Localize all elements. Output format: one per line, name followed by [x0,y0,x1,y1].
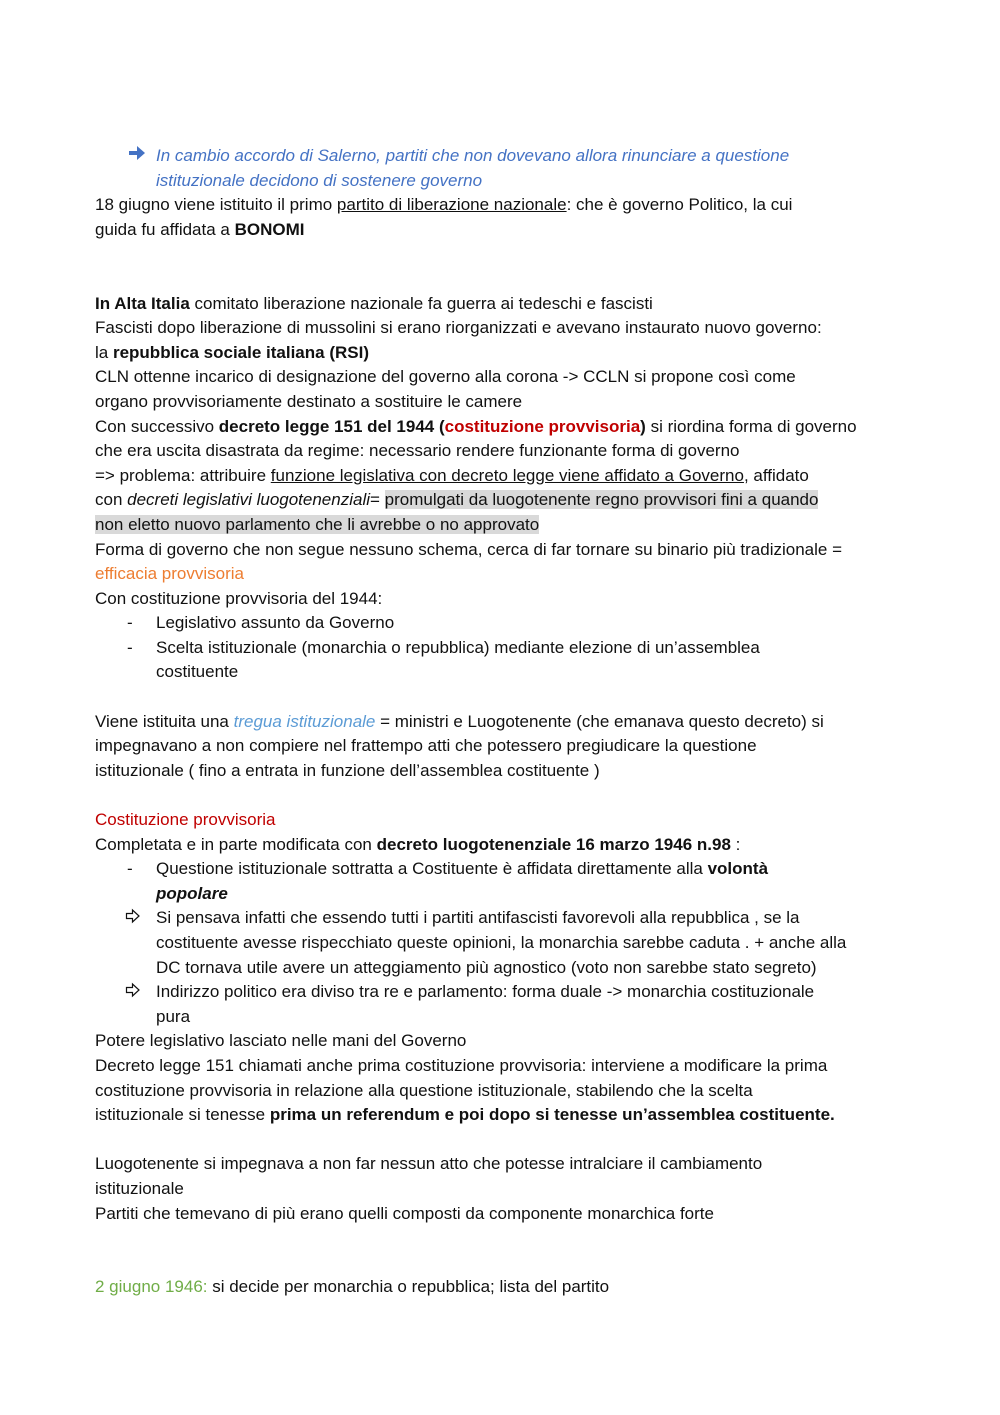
bold-italic-text: popolare [156,883,228,903]
paragraph-line: guida fu affidata a BONOMI [95,219,305,239]
outline-arrow-icon [125,980,141,1009]
paragraph-line: Fascisti dopo liberazione di mussolini si erano riorganizzati e avevano instaurato nuovo governo: [95,318,822,338]
arrow-note [95,144,915,193]
list-item: Indirizzo politico era diviso tra re e parlamento: forma duale -> monarchia costituzionale pura [95,980,915,1029]
paragraph-line: => problema: attribuire funzione legislativa con decreto legge viene affidato a Governo, affidato [95,465,809,485]
paragraph-line [95,513,915,538]
paragraph-line: In Alta Italia comitato liberazione nazionale fa guerra ai tedeschi e fascisti [95,293,653,313]
paragraph-line: Luogotenente si impegnava a non far nessun atto che potesse intralciare il cambiamento [95,1154,763,1174]
paragraph-line: 2 giugno 1946: si decide per monarchia o repubblica; lista del partito [95,1277,610,1297]
bold-text: prima un referendum e poi dopo si tenesse un’assemblea costituente. [269,1105,835,1125]
document-body [95,144,915,1300]
highlighted-text: non eletto nuovo parlamento che li avrebbe o no approvato [95,514,540,534]
list-item: - Questione istituzionale sottratta a Costituente è affidata direttamente alla volontà popolare [127,859,769,903]
paragraph-line: istituzionale [95,1178,184,1198]
underlined-text: funzione legislativa con decreto legge viene affidato a Governo [270,465,744,485]
red-bold-text: costituzione provvisoria [444,416,641,436]
paragraph-line: con decreti legislativi luogotenenziali= promulgati da luogotenente regno provvisori fini a quando [95,490,819,510]
list-item: Si pensava infatti che essendo tutti i partiti antifascisti favorevoli alla repubblica , se la costituente avesse rispecchiato queste opinioni, la monarchia sarebbe caduta . + anche alla DC tornava utile avere un atteggiamento più agnostico (voto non sarebbe stato segreto) [95,906,915,980]
outline-arrow-icon [125,906,141,935]
list-item: - Legislativo assunto da Governo [95,611,915,636]
bold-text: In Alta Italia [95,293,190,313]
arrow-note-line: In cambio accordo di Salerno, partiti che non dovevano allora rinunciare a questione [156,146,790,165]
paragraph-line: Con costituzione provvisoria del 1944: [95,588,383,608]
dash-bullet: - [127,859,133,879]
right-arrow-icon [128,144,146,169]
paragraph-line: 18 giugno viene istituito il primo partito di liberazione nazionale: che è governo Politico, la cui [95,195,793,215]
highlighted-text: promulgati da luogotenente regno provvisori fini a quando [384,490,819,510]
bold-text: repubblica sociale italiana (RSI) [112,342,369,362]
paragraph-line: Potere legislativo lasciato nelle mani del Governo [95,1031,467,1051]
paragraph-line: Partiti che temevano di più erano quelli composti da componente monarchica forte [95,1203,714,1223]
bold-text: ) [640,416,646,436]
orange-text: efficacia provvisoria [95,564,244,584]
paragraph-line: impegnavano a non compiere nel frattempo atti che potessero pregiudicare la questione [95,736,757,756]
paragraph-line: Con successivo decreto legge 151 del 1944 (costituzione provvisoria) si riordina forma di governo [95,416,857,436]
green-date-text: 2 giugno 1946: [95,1277,208,1297]
section-heading: Costituzione provvisoria [95,810,276,830]
bold-text: decreto luogotenenziale 16 marzo 1946 n.98 [376,834,731,854]
italic-text: decreti legislativi luogotenenziali [127,490,371,510]
arrow-note-line: istituzionale decidono di sostenere governo [156,170,483,190]
dash-bullet: - [127,613,133,633]
paragraph-line: Completata e in parte modificata con decreto luogotenenziale 16 marzo 1946 n.98 : [95,834,741,854]
bold-text: BONOMI [234,219,305,239]
italic-blue-text: tregua istituzionale [233,711,376,731]
list-item: - Scelta istituzionale (monarchia o repubblica) mediante elezione di un’assemblea costituente [127,637,760,682]
paragraph-line: Viene istituita una tregua istituzionale = ministri e Luogotenente (che emanava questo decreto) si [95,711,824,731]
dash-bullet: - [127,637,133,657]
paragraph-line: istituzionale si tenesse prima un referendum e poi dopo si tenesse un’assemblea costituente. [95,1105,835,1125]
bold-text: volontà [707,859,769,879]
paragraph-line: Forma di governo che non segue nessuno schema, cerca di far tornare su binario più tradizionale = [95,539,843,559]
underlined-text: partito di liberazione nazionale [336,195,567,215]
paragraph-line: Decreto legge 151 chiamati anche prima costituzione provvisoria: interviene a modificare la prima [95,1055,828,1075]
paragraph-line: la repubblica sociale italiana (RSI) [95,342,369,362]
bold-text: decreto legge 151 del 1944 ( [218,416,445,436]
paragraph-line: organo provvisoriamente destinato a sostituire le camere [95,391,523,411]
paragraph-line: costituzione provvisoria in relazione alla questione istituzionale, stabilendo che la scelta [95,1080,753,1100]
paragraph-line: CLN ottenne incarico di designazione del governo alla corona -> CCLN si propone così come [95,367,796,387]
paragraph-line: istituzionale ( fino a entrata in funzione dell’assemblea costituente ) [95,760,600,780]
paragraph-line: che era uscita disastrata da regime: necessario rendere funzionante forma di governo [95,441,740,461]
